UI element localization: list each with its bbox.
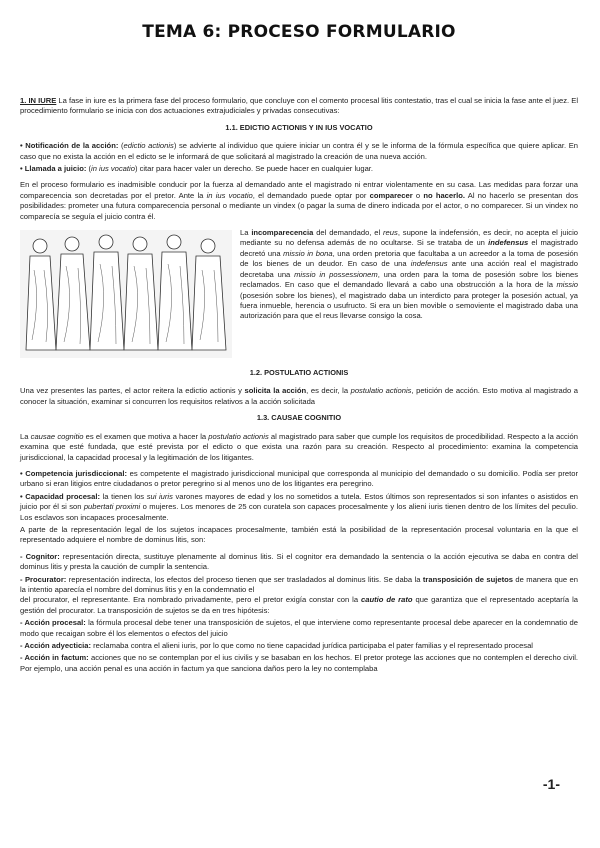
paragraph-fuerza: En el proceso formulario es inadmisible conducir por la fuerza al demandado ante el magistrado ni entrar violentamente en su casa. Las medidas para forzar una comparecencia son decretadas por el pretor. Ante la in ius vocatio, el demandado puede optar por comparecer o no hacerlo. Al no hacerlo se presentan dos posibilidades: prometer una futura comparecencia personal o mediante un vindex (o pagar la suma de dinero indicada por el actor, o no comparecer. Si un vindex no comparecía se seguía el juicio contra él. [20, 180, 578, 221]
section-title-1-1: 1.1. EDICTIO ACTIONIS Y IN IUS VOCATIO [225, 122, 373, 132]
document-body [20, 96, 578, 676]
section-title-1-2: 1.2. POSTULATIO ACTIONIS [249, 368, 349, 378]
item-cognitor: - Cognitor: representación directa, sustituye plenamente al dominus litis. Si el cognitor era demandado la sentencia o la acción ejecutiva se daba en contra del dominus litis y presta la caución de cumplir la sentencia. [20, 551, 578, 572]
item-accion-adyecticia: - Acción adyecticia: reclamaba contra el alieni iuris, por lo que como no tiene capacidad jurídica participaba el pater familias y el representado procesal [20, 641, 533, 650]
bullet-llamada: • Llamada a juicio: (in ius vocatio) citar para hacer valer un derecho. Se puede hacer en cualquier lugar. [20, 164, 374, 174]
paragraph-postulatio: Una vez presentes las partes, el actor reitera la edictio actionis y solicita la acción, es decir, la postulatio actionis, petición de acción. Esto motiva al magistrado a conocer la situación, examinar si concurren los requisitos relativos a la acción solicitada [20, 386, 578, 406]
roman-figures-illustration [20, 230, 232, 358]
paragraph-representacion: A parte de la representación legal de los sujetos incapaces procesalmente, también está la posibilidad de la representación procesal voluntaria en la que el representado adquiere el nombre de dominus litis, son: [20, 524, 578, 545]
item-accion-procesal: - Acción procesal: la fórmula procesal debe tener una transposición de sujetos, el que interviene como representante procesal debe aparecer en la condemnatio de modo que recaigan sobre él los elementos o efectos del juicio [20, 618, 578, 638]
paragraph-causae-cognitio: La causae cognitio es el examen que motiva a hacer la postulatio actionis al magistrado para saber que cumple los requisitos de procedibilidad. Respecto a la acción examina que esté fundada, que esté prevista por el edicto o que exista una razón para su creación. Respecto al procedimiento: examina la competencia jurisdiccional, la capacidad procesal y la legitimación de los litigantes. [20, 431, 578, 462]
page-title: TEMA 6: PROCESO FORMULARIO [142, 22, 456, 42]
item-accion-in-factum: - Acción in factum: acciones que no se contemplan por el ius civilis y se basaban en los hechos. El pretor protege las acciones que no contemplen el derecho civil. Por ejemplo, una acción penal es una acción in factum ya que sanciona daños pero la ley no contemplaba [20, 653, 578, 673]
item-procurator: - Procurator: representación indirecta, los efectos del proceso tienen que ser trasladados al dominus litis. Se daba la transposición de sujetos de manera que en la intentio aparecía el nombre del dominus litis y en la condemnatio el del procurator, el representante. Era nombrado privadamente, pero el pretor exigía constar con la cautio de rato que garantiza que el representado aceptaría la gestión del procurator. La transposición de sujetos se da en tres hipótesis: [20, 574, 579, 615]
section-title-1-3: 1.3. CAUSAE COGNITIO [256, 413, 342, 423]
page-number: -1- [542, 776, 560, 792]
bullet-notificacion: • Notificación de la acción: (edictio actionis) se advierte al individuo que quiere iniciar un contra él y se le informa de la fórmula específica que quiere aplicar. En caso que no exista la acción en el edicto se le informará de que solicitará al magistrado la creación de una nueva acción. [20, 141, 579, 161]
bullet-capacidad: • Capacidad procesal: la tienen los sui iuris varones mayores de edad y los no sometidos a tutela. Estos últimos son representados si son infantes o asistidos en juicio por él si son pubertati proximi o mujeres. Los menores de 25 con curatela son capaces procesalmente y los alieni iuris tienen dentro de los límites del peculio. Los esclavos son incapaces procesalmente. [20, 491, 579, 522]
paragraph-incomparecencia: La incomparecencia del demandado, el reus, supone la indefensión, es decir, no acepta el juicio mediante su no defensa además de no ocultarse. Si se trataba de un indefensus el magistrado decretó una missio in bona, una orden pretoria que facultaba a un acreedor a la toma de posesión de los bienes de un deudor. En caso de una indefensus ante una acción real el magistrado decretaba una missio in possessionem, una orden para la toma de posesión sobre los bienes reclamados. En caso que el demandado llevará a cabo una obstrucción a la hora de la missio (posesión sobre los bienes), el magistrado daba un interdicto para proteger la posesión actual, ya fuera inmueble, herencia o usufructo. Si era un bien movible o semoviente el magistrado daba una autorización para que el reus llevarse consigo la cosa. [240, 228, 579, 321]
bullet-competencia: • Competencia jurisdiccional: es competente el magistrado jurisdiccional municipal que corresponda al municipio del demandado o su domicilio. Podía ser pretor urbano si eran litigios entre ciudadanos o pretor peregrino si al menos uno de los litigantes era peregrino. [20, 468, 578, 489]
intro-paragraph: 1. IN IURE La fase in iure es la primera fase del proceso formulario, que concluye con el comento procesal litis contestatio, tras el cual se inicia la fase ante el juez. El procedimiento formulario se inicia con dos actuaciones extrajudiciales y privadas consecutivas: [20, 96, 579, 116]
section-heading-in-iure: 1. IN IURE [20, 96, 57, 105]
